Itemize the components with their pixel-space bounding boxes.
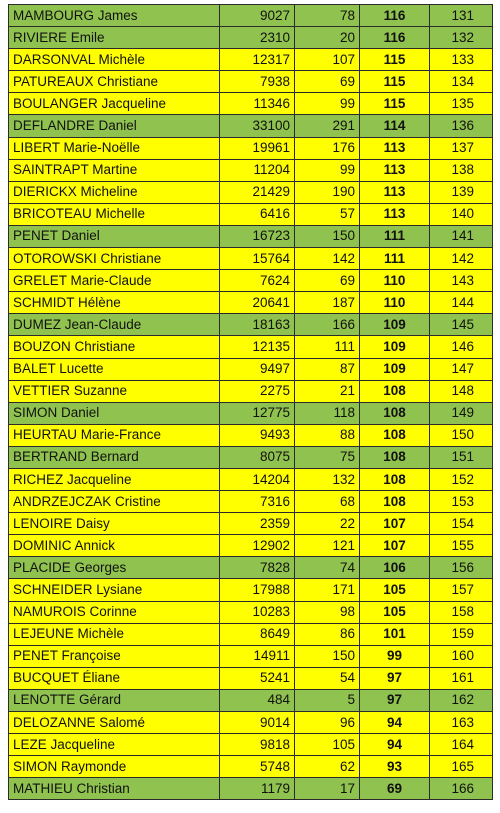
matches-count-cell: 132 (295, 468, 360, 490)
average-cell: 111 (360, 248, 430, 270)
matches-count-cell: 105 (295, 734, 360, 756)
total-points-cell: 12135 (220, 336, 295, 358)
player-name-cell: SIMON Daniel (9, 402, 220, 424)
rank-cell: 132 (430, 27, 493, 49)
matches-count-cell: 54 (295, 667, 360, 689)
total-points-cell: 2359 (220, 513, 295, 535)
total-points-cell: 7624 (220, 270, 295, 292)
table-row (9, 358, 493, 380)
total-points-cell: 20641 (220, 292, 295, 314)
matches-count-cell: 78 (295, 5, 360, 27)
total-points-cell: 17988 (220, 579, 295, 601)
total-points-cell: 9493 (220, 424, 295, 446)
table-row (9, 446, 493, 468)
rank-cell: 135 (430, 93, 493, 115)
player-name-cell: BERTRAND Bernard (9, 446, 220, 468)
rank-cell: 144 (430, 292, 493, 314)
total-points-cell: 5748 (220, 756, 295, 778)
player-name-cell: DUMEZ Jean-Claude (9, 314, 220, 336)
table-row (9, 535, 493, 557)
matches-count-cell: 75 (295, 446, 360, 468)
matches-count-cell: 171 (295, 579, 360, 601)
player-name-cell: NAMUROIS Corinne (9, 601, 220, 623)
player-name-cell: PENET Daniel (9, 225, 220, 247)
player-name-cell: DEFLANDRE Daniel (9, 115, 220, 137)
average-cell: 110 (360, 270, 430, 292)
player-name-cell: LEZE Jacqueline (9, 734, 220, 756)
player-name-cell: LEJEUNE Michèle (9, 623, 220, 645)
average-cell: 111 (360, 225, 430, 247)
average-cell: 107 (360, 535, 430, 557)
average-cell: 115 (360, 49, 430, 71)
rank-cell: 143 (430, 270, 493, 292)
player-name-cell: RICHEZ Jacqueline (9, 468, 220, 490)
player-name-cell: SIMON Raymonde (9, 756, 220, 778)
matches-count-cell: 96 (295, 712, 360, 734)
average-cell: 108 (360, 380, 430, 402)
rank-cell: 156 (430, 557, 493, 579)
table-row (9, 557, 493, 579)
average-cell: 109 (360, 358, 430, 380)
rank-cell: 166 (430, 778, 493, 800)
player-name-cell: PATUREAUX Christiane (9, 71, 220, 93)
matches-count-cell: 98 (295, 601, 360, 623)
rank-cell: 157 (430, 579, 493, 601)
average-cell: 108 (360, 491, 430, 513)
average-cell: 99 (360, 645, 430, 667)
player-name-cell: LIBERT Marie-Noëlle (9, 137, 220, 159)
player-name-cell: PENET Françoise (9, 645, 220, 667)
total-points-cell: 9497 (220, 358, 295, 380)
player-name-cell: LENOIRE Daisy (9, 513, 220, 535)
total-points-cell: 7828 (220, 557, 295, 579)
player-name-cell: DOMINIC Annick (9, 535, 220, 557)
rank-cell: 148 (430, 380, 493, 402)
player-name-cell: GRELET Marie-Claude (9, 270, 220, 292)
table-row (9, 27, 493, 49)
rank-cell: 139 (430, 181, 493, 203)
matches-count-cell: 69 (295, 270, 360, 292)
player-name-cell: BUCQUET Éliane (9, 667, 220, 689)
player-name-cell: SAINTRAPT Martine (9, 159, 220, 181)
ranking-table-body (9, 5, 493, 800)
table-row (9, 292, 493, 314)
player-name-cell: DIERICKX Micheline (9, 181, 220, 203)
table-row (9, 137, 493, 159)
matches-count-cell: 121 (295, 535, 360, 557)
rank-cell: 162 (430, 689, 493, 711)
table-row (9, 336, 493, 358)
total-points-cell: 9818 (220, 734, 295, 756)
rank-cell: 153 (430, 491, 493, 513)
table-row (9, 689, 493, 711)
average-cell: 108 (360, 402, 430, 424)
total-points-cell: 2310 (220, 27, 295, 49)
table-row (9, 756, 493, 778)
average-cell: 114 (360, 115, 430, 137)
matches-count-cell: 21 (295, 380, 360, 402)
table-row (9, 49, 493, 71)
total-points-cell: 11204 (220, 159, 295, 181)
matches-count-cell: 107 (295, 49, 360, 71)
total-points-cell: 8075 (220, 446, 295, 468)
rank-cell: 165 (430, 756, 493, 778)
table-row (9, 248, 493, 270)
rank-cell: 158 (430, 601, 493, 623)
rank-cell: 163 (430, 712, 493, 734)
table-row (9, 778, 493, 800)
player-name-cell: RIVIERE Emile (9, 27, 220, 49)
total-points-cell: 11346 (220, 93, 295, 115)
matches-count-cell: 88 (295, 424, 360, 446)
table-row (9, 424, 493, 446)
matches-count-cell: 176 (295, 137, 360, 159)
player-name-cell: DELOZANNE Salomé (9, 712, 220, 734)
matches-count-cell: 111 (295, 336, 360, 358)
table-row (9, 601, 493, 623)
ranking-table (8, 4, 493, 800)
table-row (9, 645, 493, 667)
average-cell: 97 (360, 689, 430, 711)
rank-cell: 136 (430, 115, 493, 137)
average-cell: 105 (360, 601, 430, 623)
matches-count-cell: 20 (295, 27, 360, 49)
rank-cell: 140 (430, 203, 493, 225)
average-cell: 105 (360, 579, 430, 601)
rank-cell: 134 (430, 71, 493, 93)
average-cell: 113 (360, 159, 430, 181)
player-name-cell: BOUZON Christiane (9, 336, 220, 358)
table-row (9, 712, 493, 734)
total-points-cell: 9014 (220, 712, 295, 734)
table-row (9, 181, 493, 203)
matches-count-cell: 150 (295, 225, 360, 247)
average-cell: 116 (360, 5, 430, 27)
table-row (9, 468, 493, 490)
rank-cell: 131 (430, 5, 493, 27)
rank-cell: 164 (430, 734, 493, 756)
player-name-cell: MAMBOURG James (9, 5, 220, 27)
total-points-cell: 16723 (220, 225, 295, 247)
total-points-cell: 14204 (220, 468, 295, 490)
player-name-cell: MATHIEU Christian (9, 778, 220, 800)
player-name-cell: HEURTAU Marie-France (9, 424, 220, 446)
player-name-cell: OTOROWSKI Christiane (9, 248, 220, 270)
matches-count-cell: 87 (295, 358, 360, 380)
total-points-cell: 14911 (220, 645, 295, 667)
table-row (9, 93, 493, 115)
table-row (9, 225, 493, 247)
rank-cell: 145 (430, 314, 493, 336)
average-cell: 101 (360, 623, 430, 645)
player-name-cell: SCHNEIDER Lysiane (9, 579, 220, 601)
total-points-cell: 8649 (220, 623, 295, 645)
average-cell: 97 (360, 667, 430, 689)
matches-count-cell: 187 (295, 292, 360, 314)
rank-cell: 159 (430, 623, 493, 645)
average-cell: 108 (360, 424, 430, 446)
total-points-cell: 21429 (220, 181, 295, 203)
average-cell: 108 (360, 468, 430, 490)
average-cell: 106 (360, 557, 430, 579)
total-points-cell: 15764 (220, 248, 295, 270)
total-points-cell: 33100 (220, 115, 295, 137)
matches-count-cell: 17 (295, 778, 360, 800)
player-name-cell: VETTIER Suzanne (9, 380, 220, 402)
average-cell: 115 (360, 93, 430, 115)
total-points-cell: 2275 (220, 380, 295, 402)
rank-cell: 151 (430, 446, 493, 468)
matches-count-cell: 99 (295, 93, 360, 115)
table-row (9, 513, 493, 535)
total-points-cell: 12317 (220, 49, 295, 71)
average-cell: 109 (360, 336, 430, 358)
rank-cell: 155 (430, 535, 493, 557)
table-row (9, 5, 493, 27)
player-name-cell: PLACIDE Georges (9, 557, 220, 579)
total-points-cell: 12775 (220, 402, 295, 424)
rank-cell: 152 (430, 468, 493, 490)
matches-count-cell: 166 (295, 314, 360, 336)
table-row (9, 623, 493, 645)
rank-cell: 138 (430, 159, 493, 181)
table-row (9, 734, 493, 756)
matches-count-cell: 62 (295, 756, 360, 778)
rank-cell: 150 (430, 424, 493, 446)
average-cell: 109 (360, 314, 430, 336)
matches-count-cell: 68 (295, 491, 360, 513)
average-cell: 108 (360, 446, 430, 468)
average-cell: 113 (360, 137, 430, 159)
player-name-cell: SCHMIDT Hélène (9, 292, 220, 314)
total-points-cell: 5241 (220, 667, 295, 689)
matches-count-cell: 142 (295, 248, 360, 270)
rank-cell: 141 (430, 225, 493, 247)
player-name-cell: LENOTTE Gérard (9, 689, 220, 711)
average-cell: 113 (360, 181, 430, 203)
average-cell: 69 (360, 778, 430, 800)
matches-count-cell: 5 (295, 689, 360, 711)
table-row (9, 491, 493, 513)
average-cell: 94 (360, 712, 430, 734)
table-row (9, 71, 493, 93)
player-name-cell: BRICOTEAU Michelle (9, 203, 220, 225)
player-name-cell: BOULANGER Jacqueline (9, 93, 220, 115)
table-row (9, 203, 493, 225)
total-points-cell: 18163 (220, 314, 295, 336)
rank-cell: 149 (430, 402, 493, 424)
rank-cell: 142 (430, 248, 493, 270)
total-points-cell: 484 (220, 689, 295, 711)
table-row (9, 270, 493, 292)
rank-cell: 160 (430, 645, 493, 667)
rank-cell: 161 (430, 667, 493, 689)
rank-cell: 147 (430, 358, 493, 380)
rank-cell: 146 (430, 336, 493, 358)
total-points-cell: 10283 (220, 601, 295, 623)
matches-count-cell: 291 (295, 115, 360, 137)
average-cell: 94 (360, 734, 430, 756)
total-points-cell: 1179 (220, 778, 295, 800)
total-points-cell: 19961 (220, 137, 295, 159)
average-cell: 93 (360, 756, 430, 778)
matches-count-cell: 86 (295, 623, 360, 645)
table-row (9, 402, 493, 424)
matches-count-cell: 22 (295, 513, 360, 535)
average-cell: 110 (360, 292, 430, 314)
rank-cell: 133 (430, 49, 493, 71)
player-name-cell: ANDRZEJCZAK Cristine (9, 491, 220, 513)
rank-cell: 154 (430, 513, 493, 535)
table-row (9, 579, 493, 601)
total-points-cell: 7938 (220, 71, 295, 93)
total-points-cell: 12902 (220, 535, 295, 557)
average-cell: 107 (360, 513, 430, 535)
table-row (9, 159, 493, 181)
total-points-cell: 6416 (220, 203, 295, 225)
average-cell: 116 (360, 27, 430, 49)
player-name-cell: DARSONVAL Michèle (9, 49, 220, 71)
table-row (9, 380, 493, 402)
matches-count-cell: 74 (295, 557, 360, 579)
matches-count-cell: 150 (295, 645, 360, 667)
table-row (9, 115, 493, 137)
rank-cell: 137 (430, 137, 493, 159)
matches-count-cell: 118 (295, 402, 360, 424)
matches-count-cell: 99 (295, 159, 360, 181)
average-cell: 113 (360, 203, 430, 225)
table-row (9, 667, 493, 689)
matches-count-cell: 57 (295, 203, 360, 225)
matches-count-cell: 190 (295, 181, 360, 203)
table-row (9, 314, 493, 336)
player-name-cell: BALET Lucette (9, 358, 220, 380)
total-points-cell: 9027 (220, 5, 295, 27)
total-points-cell: 7316 (220, 491, 295, 513)
average-cell: 115 (360, 71, 430, 93)
matches-count-cell: 69 (295, 71, 360, 93)
